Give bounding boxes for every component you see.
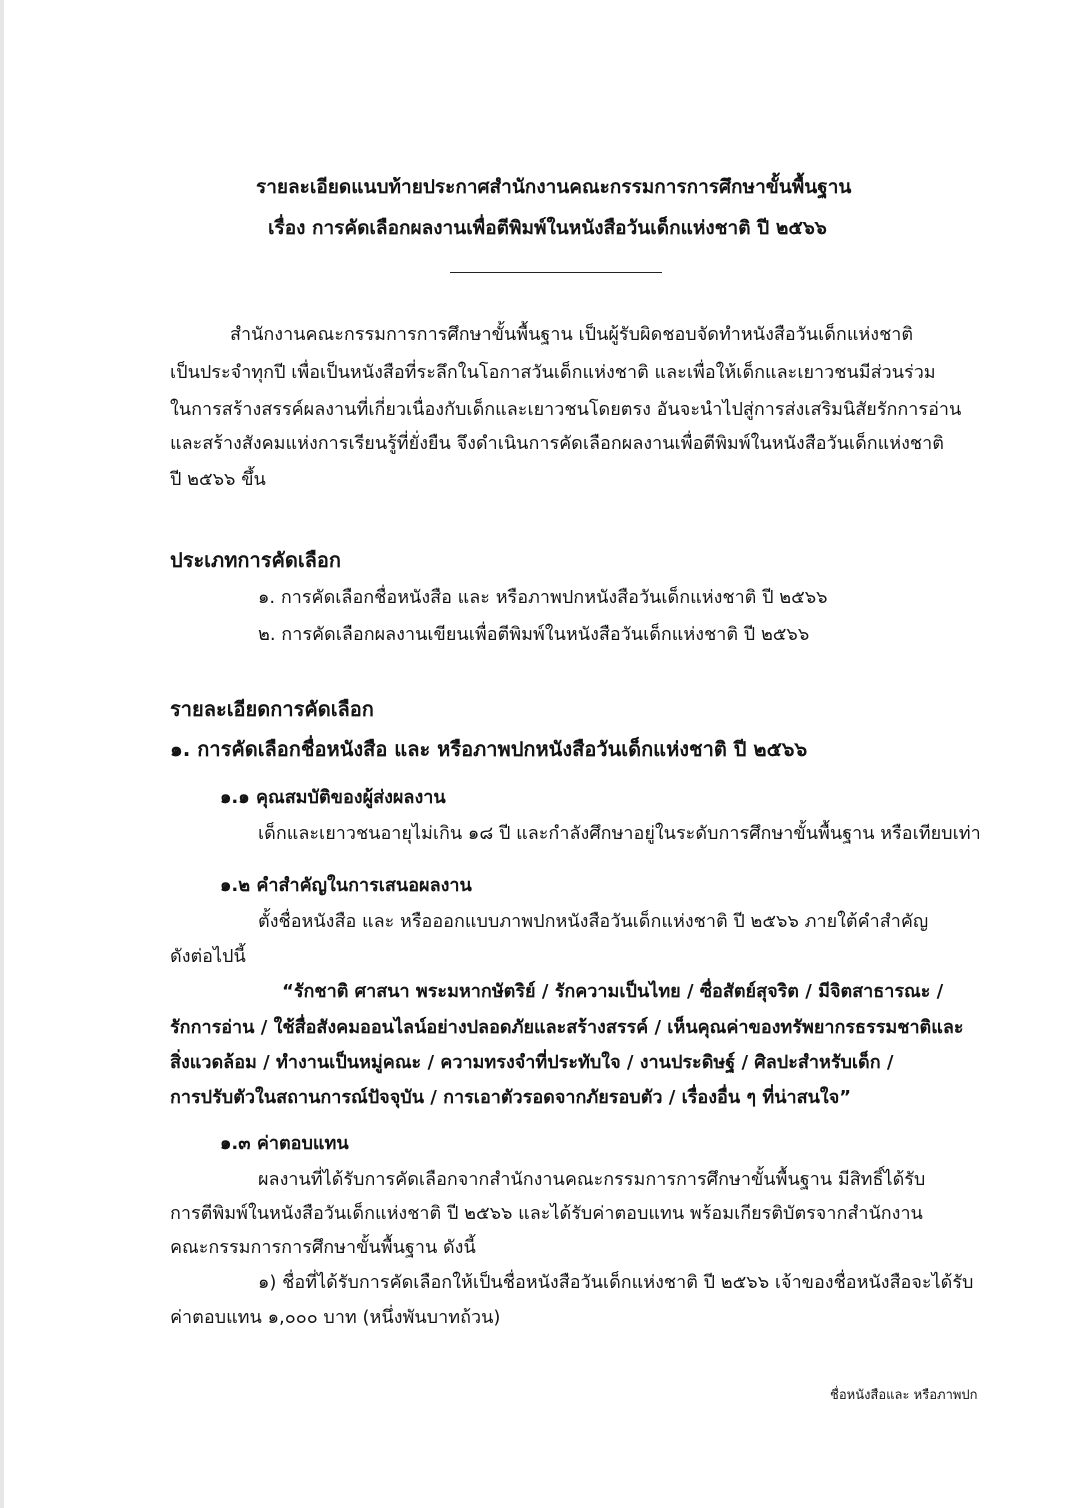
- section-1-3-line-1: ผลงานที่ได้รับการคัดเลือกจากสำนักงานคณะกรรมการการศึกษาขั้นพื้นฐาน มีสิทธิ์ได้รับ: [258, 1169, 926, 1190]
- intro-line-2: เป็นประจำทุกปี เพื่อเป็นหนังสือที่ระลึกในโอกาสวันเด็กแห่งชาติ และเพื่อให้เด็กและเยาวชนมีส่วนร่วม: [170, 362, 936, 383]
- section-1-1-text: เด็กและเยาวชนอายุไม่เกิน ๑๘ ปี และกำลังศึกษาอยู่ในระดับการศึกษาขั้นพื้นฐาน หรือเทียบเท่า: [258, 823, 981, 844]
- intro-line-3: ในการสร้างสรรค์ผลงานที่เกี่ยวเนื่องกับเด็กและเยาวชนโดยตรง อันจะนำไปสู่การส่งเสริมนิสัยรักการอ่าน: [170, 399, 962, 420]
- title-line-1: รายละเอียดแนบท้ายประกาศสำนักงานคณะกรรมการการศึกษาขั้นพื้นฐาน: [256, 176, 852, 198]
- details-heading: รายละเอียดการคัดเลือก: [170, 697, 374, 721]
- intro-line-5: ปี ๒๕๖๖ ขึ้น: [170, 469, 266, 490]
- section-1-1-heading: ๑.๑ คุณสมบัติของผู้ส่งผลงาน: [220, 787, 446, 808]
- keywords-line-4: การปรับตัวในสถานการณ์ปัจจุบัน / การเอาตัวรอดจากภัยรอบตัว / เรื่องอื่น ๆ ที่น่าสนใจ”: [170, 1087, 852, 1108]
- section-1-3-heading: ๑.๓ ค่าตอบแทน: [220, 1133, 349, 1154]
- section-1-3-line-5: ค่าตอบแทน ๑,๐๐๐ บาท (หนึ่งพันบาทถ้วน): [170, 1307, 501, 1328]
- types-item-2: ๒. การคัดเลือกผลงานเขียนเพื่อตีพิมพ์ในหนังสือวันเด็กแห่งชาติ ปี ๒๕๖๖: [258, 624, 810, 645]
- title-divider: [450, 272, 662, 273]
- intro-line-4: และสร้างสังคมแห่งการเรียนรู้ที่ยั่งยืน จึงดำเนินการคัดเลือกผลงานเพื่อตีพิมพ์ในหนังสือวันเด็กแห่งชาติ: [170, 433, 944, 454]
- section-1-2-text-2: ดังต่อไปนี้: [170, 946, 246, 967]
- keywords-line-1: “รักชาติ ศาสนา พระมหากษัตริย์ / รักความเป็นไทย / ซื่อสัตย์สุจริต / มีจิตสาธารณะ /: [282, 981, 944, 1002]
- section-1-2-text-1: ตั้งชื่อหนังสือ และ หรือออกแบบภาพปกหนังสือวันเด็กแห่งชาติ ปี ๒๕๖๖ ภายใต้คำสำคัญ: [258, 911, 929, 932]
- footer-note: ชื่อหนังสือและ หรือภาพปก: [830, 1388, 978, 1403]
- types-item-1: ๑. การคัดเลือกชื่อหนังสือ และ หรือภาพปกหนังสือวันเด็กแห่งชาติ ปี ๒๕๖๖: [258, 587, 828, 608]
- section-1-3-line-2: การตีพิมพ์ในหนังสือวันเด็กแห่งชาติ ปี ๒๕๖๖ และได้รับค่าตอบแทน พร้อมเกียรติบัตรจากสำนักงาน: [170, 1203, 923, 1224]
- keywords-line-3: สิ่งแวดล้อม / ทำงานเป็นหมู่คณะ / ความทรงจำที่ประทับใจ / งานประดิษฐ์ / ศิลปะสำหรับเด็ก /: [170, 1052, 894, 1073]
- intro-line-1: สำนักงานคณะกรรมการการศึกษาขั้นพื้นฐาน เป็นผู้รับผิดชอบจัดทำหนังสือวันเด็กแห่งชาติ: [230, 324, 914, 345]
- title-line-2: เรื่อง การคัดเลือกผลงานเพื่อตีพิมพ์ในหนังสือวันเด็กแห่งชาติ ปี ๒๕๖๖: [268, 217, 827, 239]
- section-1-2-heading: ๑.๒ คำสำคัญในการเสนอผลงาน: [220, 875, 472, 896]
- section-1-title: ๑. การคัดเลือกชื่อหนังสือ และ หรือภาพปกหนังสือวันเด็กแห่งชาติ ปี ๒๕๖๖: [170, 737, 808, 761]
- section-1-3-line-3: คณะกรรมการการศึกษาขั้นพื้นฐาน ดังนี้: [170, 1237, 476, 1258]
- scan-edge: [0, 0, 4, 1508]
- keywords-line-2: รักการอ่าน / ใช้สื่อสังคมออนไลน์อย่างปลอดภัยและสร้างสรรค์ / เห็นคุณค่าของทรัพยากรธรรมชาติและ: [170, 1017, 964, 1038]
- section-1-3-line-4: ๑) ชื่อที่ได้รับการคัดเลือกให้เป็นชื่อหนังสือวันเด็กแห่งชาติ ปี ๒๕๖๖ เจ้าของชื่อหนังสือจะได้รับ: [258, 1272, 974, 1293]
- types-heading: ประเภทการคัดเลือก: [170, 548, 342, 572]
